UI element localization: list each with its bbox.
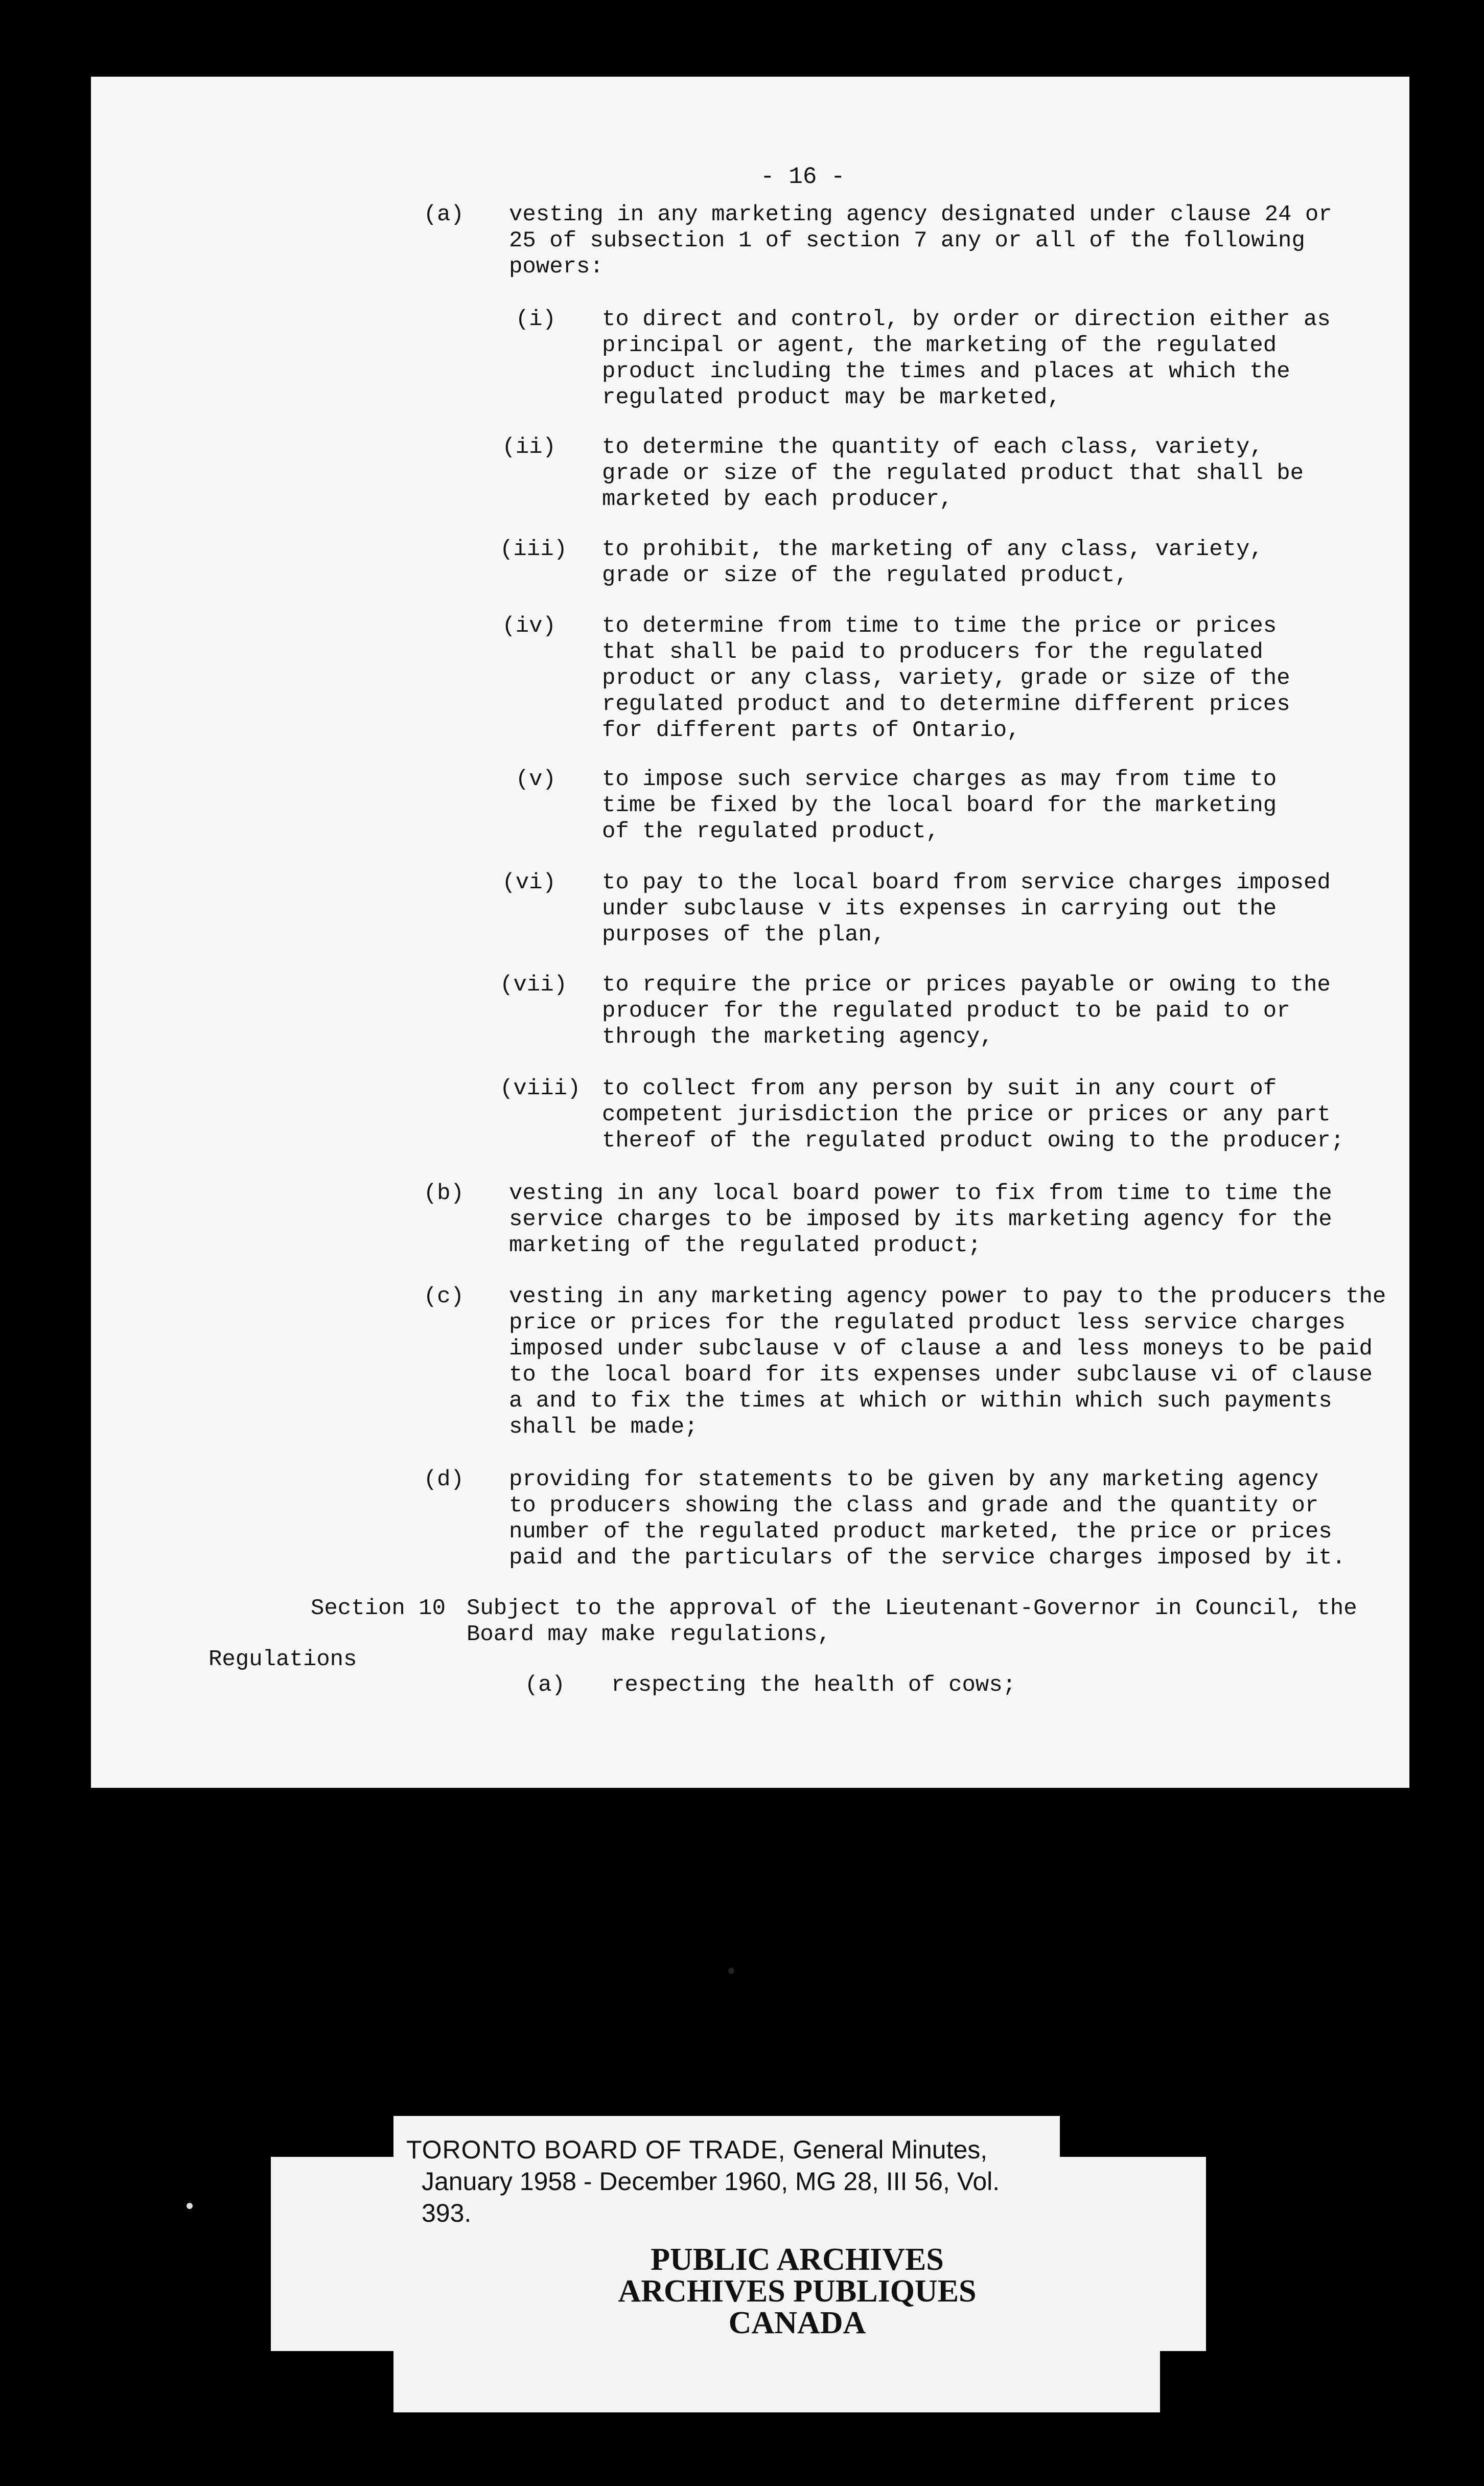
clause-text [467, 1596, 1357, 1648]
clause-text [602, 613, 1290, 744]
margin-regulations-label: Regulations [208, 1647, 357, 1672]
clause-line: vesting in any local board power to fix from time to time the [509, 1181, 1332, 1206]
clause-line: to collect from any person by suit in any court of [602, 1076, 1277, 1101]
clause-label: (i) [515, 307, 556, 332]
film-speck [728, 1968, 734, 1974]
clause-line: number of the regulated product marketed, the price or prices [509, 1519, 1332, 1545]
clause-line: for different parts of Ontario, [602, 718, 1021, 743]
clause-line: regulated product and to determine different prices [602, 692, 1290, 717]
archives-line-2: ARCHIVES PUBLIQUES [618, 2274, 977, 2309]
clause-line: vesting in any marketing agency power to pay to the producers the [509, 1284, 1386, 1309]
page-number: - 16 - [760, 164, 845, 190]
clause-line: marketed by each producer, [602, 487, 953, 512]
clause-text [602, 767, 1277, 845]
citation [406, 2134, 1050, 2229]
clause-label: (viii) [500, 1076, 581, 1101]
clause-label: (vi) [502, 870, 556, 895]
archive-label-tail [393, 2351, 1160, 2412]
clause-line: under subclause v its expenses in carrying out the [602, 896, 1277, 922]
clause-line: product including the times and places at which the [602, 359, 1290, 384]
clause-text [602, 870, 1331, 948]
clause-line: to require the price or prices payable or owing to the [602, 972, 1331, 998]
clause-line: paid and the particulars of the service charges imposed by it. [509, 1545, 1346, 1571]
clause-line: through the marketing agency, [602, 1024, 993, 1050]
clause-text [602, 1076, 1344, 1154]
clause-line: to pay to the local board from service charges imposed [602, 870, 1331, 895]
clause-line: principal or agent, the marketing of the regulated [602, 333, 1277, 358]
clause-line: Subject to the approval of the Lieutenant-Governor in Council, the [467, 1596, 1357, 1621]
clause-text [602, 972, 1331, 1050]
clause-line: to determine the quantity of each class, variety, [602, 434, 1263, 460]
clause-line: purposes of the plan, [602, 922, 886, 948]
clause-line: Board may make regulations, [467, 1622, 831, 1647]
clause-line: to the local board for its expenses under subclause vi of clause [509, 1362, 1373, 1388]
clause-line: vesting in any marketing agency designated under clause 24 or [509, 202, 1332, 227]
clause-text [509, 1284, 1386, 1440]
archives-line-1: PUBLIC ARCHIVES [651, 2242, 944, 2277]
clause-line: grade or size of the regulated product, [602, 563, 1128, 588]
clause-label: (v) [515, 767, 556, 792]
clause-line: respecting the health of cows; [611, 1672, 1016, 1698]
clause-line: thereof of the regulated product owing to the producer; [602, 1128, 1344, 1154]
clause-line: service charges to be imposed by its marketing agency for the [509, 1207, 1332, 1232]
clause-line: imposed under subclause v of clause a and less moneys to be paid [509, 1336, 1373, 1362]
clause-label: (vii) [500, 972, 568, 998]
clause-line: of the regulated product, [602, 819, 940, 844]
clause-text [602, 307, 1331, 411]
film-speck [187, 2203, 193, 2209]
clause-label: (iii) [500, 537, 568, 562]
clause-line: providing for statements to be given by any marketing agency [509, 1467, 1319, 1492]
clause-label: (c) [423, 1284, 464, 1309]
citation-reference: January 1958 - December 1960, MG 28, III 56, Vol. 393. [422, 2167, 1000, 2227]
clause-line: producer for the regulated product to be paid to or [602, 998, 1290, 1024]
clause-label: (a) [423, 202, 464, 227]
clause-line: that shall be paid to producers for the regulated [602, 639, 1263, 665]
citation-title: TORONTO BOARD OF TRADE, [406, 2135, 786, 2164]
document-page [91, 77, 1409, 1788]
clause-text [509, 202, 1332, 280]
clause-line: shall be made; [509, 1414, 698, 1440]
clause-label: (ii) [502, 434, 556, 460]
clause-text [509, 1181, 1332, 1259]
clause-text [602, 434, 1304, 513]
clause-line: competent jurisdiction the price or prices or any part [602, 1102, 1331, 1127]
clause-label: (a) [524, 1672, 565, 1698]
clause-label: (d) [423, 1467, 464, 1492]
clause-line: 25 of subsection 1 of section 7 any or all of the following [509, 228, 1305, 254]
archives-line-3: CANADA [728, 2306, 866, 2340]
clause-text [602, 537, 1263, 589]
clause-line: a and to fix the times at which or within which such payments [509, 1388, 1332, 1414]
citation-subtitle: General Minutes, [793, 2135, 988, 2164]
clause-label: (iv) [502, 613, 556, 639]
clause-line: to direct and control, by order or direction either as [602, 307, 1331, 332]
archives-stamp [460, 2244, 1134, 2339]
clause-line: price or prices for the regulated product less service charges [509, 1310, 1346, 1336]
clause-line: to impose such service charges as may from time to [602, 767, 1277, 792]
margin-section-label: Section 10 [311, 1596, 446, 1621]
clause-line: marketing of the regulated product; [509, 1233, 982, 1258]
clause-line: product or any class, variety, grade or size of the [602, 665, 1290, 691]
clause-label: (b) [423, 1181, 464, 1206]
clause-line: powers: [509, 254, 604, 280]
clause-line: to producers showing the class and grade and the quantity or [509, 1493, 1319, 1518]
clause-line: to determine from time to time the price or prices [602, 613, 1277, 639]
clause-line: grade or size of the regulated product that shall be [602, 461, 1304, 486]
clause-text [509, 1467, 1346, 1571]
clause-text [611, 1672, 1016, 1698]
clause-line: to prohibit, the marketing of any class, variety, [602, 537, 1263, 562]
clause-line: time be fixed by the local board for the marketing [602, 793, 1277, 818]
clause-line: regulated product may be marketed, [602, 385, 1061, 410]
